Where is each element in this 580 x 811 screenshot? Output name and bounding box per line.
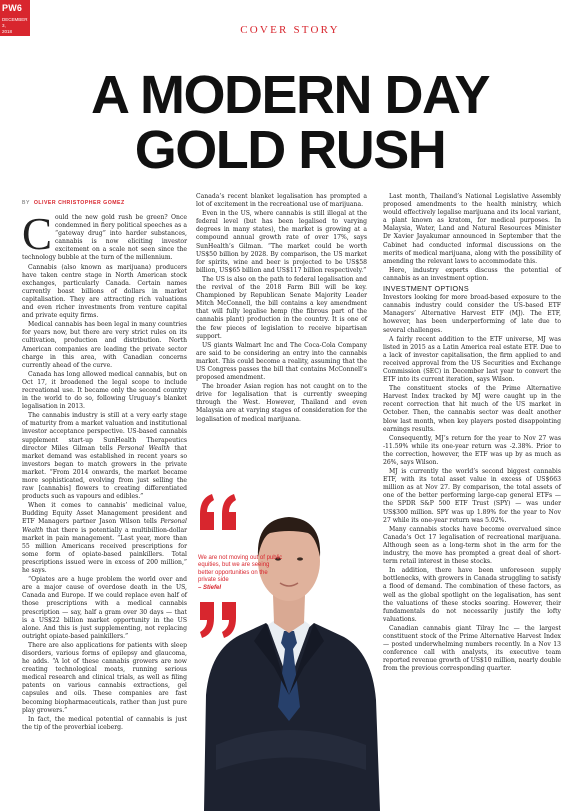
- issue-date-line2: 2018: [2, 29, 13, 34]
- article-paragraph: Medical cannabis has been legal in many countries for years now, but there are very strict rules on its cultivation, production and distribution. North American companies are leading the private sector charge in this area, with Canadian concerns currently ahead of the curve.: [22, 321, 187, 369]
- byline-author: OLIVER CHRISTOPHER GOMEZ: [33, 200, 125, 206]
- article-paragraph: Canada’s recent blanket legalisation has prompted a lot of excitement in the recreational use of marijuana.: [196, 193, 367, 209]
- article-paragraph: Consequently, MJ’s return for the year to Nov 27 was -11.59% while its one-year return was -2.38%. Prior to the correction, however, the ETF was up by as much as 26%, says Wilson.: [383, 434, 561, 466]
- article-paragraph: Last month, Thailand’s National Legislative Assembly proposed amendments to the health ministry, which would effectively legalise marijuana and its local variant, a plant known as kratom, for medical purposes. In Malaysia, Water, Land and Natural Resources Minister Dr Xavier Jayakumar announced in September that the Cabinet had conducted informal discussions on the merits of medical marijuana, along with the possibility of amending the relevant laws to accommodate this.: [383, 193, 561, 265]
- subheading: INVESTMENT OPTIONS: [383, 284, 469, 294]
- article-paragraph: “Opiates are a huge problem the world over and are a major cause of overdose death in the US, Canada and Europe. If we could replace even half of those prescriptions with a medical cannabis prescription — say, half a gram over 30 days — that is a US$22 billion market opportunity in the US alone. And this is just supplementing, not replacing outright opiate-based painkillers.”: [22, 576, 187, 640]
- headline-line1: A MODERN DAY: [90, 65, 490, 125]
- article-paragraph: In fact, the medical potential of cannabis is just the tip of the proverbial iceberg.: [22, 715, 187, 731]
- article-paragraph: When it comes to cannabis’ medicinal value, Budding Equity Asset Management president and ETF Managers partner Jason Wilson tells Personal Wealth that there is potentially a multibillion-dollar market in pain management. “Last year, more than 55 million Americans received prescriptions for some form of opiate-based painkillers. Total prescriptions issued were in excess of 200 million,” he says.: [22, 502, 187, 575]
- article-column-3: [383, 193, 561, 674]
- article-paragraph: Even in the US, where cannabis is still illegal at the federal level (but has been legalised to varying degrees in many states), the market is growing at a compound annual growth rate of over 17%, says SunHealth’s Gilman. “The market could be worth US$50 billion by 2028. By comparison, the US market for spirits, wine and beer is projected to be US$58 billion, US$65 billion and US$117 billion respectively.”: [196, 210, 367, 274]
- pull-quote-body: We are not moving out of public equities, but we are seeing better opportunities on the private side: [198, 555, 283, 584]
- issue-date-line1: DECEMBER 3,: [2, 17, 28, 28]
- pull-quote-text: [198, 555, 286, 592]
- article-paragraph: The cannabis industry is still at a very early stage of maturity from a market valuation and institutional investor acceptance perspective. US-based cannabis supplement start-up SunHealth Therapeutics director Miles Gilman tells Personal Wealth that market demand was established in recent years so investors began to match growers in the private market. “From 2014 onwards, the market became more sophisticated, evolving from just selling the raw [cannabis] flowers to creating differentiated products such as vapours and edibles.”: [22, 412, 187, 501]
- article-paragraph: Here, industry experts discuss the potential of cannabis as an investment option.: [383, 266, 561, 282]
- article-paragraph: The broader Asian region has not caught on to the drive for legalisation that is currently sweeping through the West. However, Thailand and even Malaysia are at varying stages of consideration for the legalisation of medical marijuana.: [196, 383, 367, 423]
- article-column-2: [196, 193, 367, 425]
- article-paragraph: Cannabis (also known as marijuana) producers have taken centre stage in North American stock exchanges, particularly Canada. Certain names currently boast billions of dollars in market capitalisation. They are attracting rich valuations and even richer investments from venture capital and private equity firms.: [22, 263, 187, 320]
- open-quote-icon: [198, 492, 240, 532]
- article-paragraph: There are also applications for patients with sleep disorders, various forms of epilepsy and glaucoma, he adds. “A lot of these cannabis growers are now creating technological moats, running serious medical research and clinical trials, as well as filing patents on various cannabis extractions, gel capsules and oils. These companies are fast becoming biopharmaceuticals, rather than just pure play growers.”: [22, 641, 187, 714]
- article-paragraph: US giants Walmart Inc and The Coca-Cola Company are said to be considering an entry into the cannabis market. This could become a reality, assuming that the US Congress passes the bill that contains McConnell’s proposed amendment.: [196, 341, 367, 382]
- headline: [0, 65, 580, 180]
- article-paragraph: Many cannabis stocks have become overvalued since Canada’s Oct 17 legalisation of recreational marijuana. Although seen as a long-term shot in the arm for the industry, the move has prompted a great deal of short-term retail interest in these stocks.: [383, 525, 561, 566]
- article-paragraph: Investors looking for more broad-based exposure to the cannabis industry could consider the US-based ETF Managers’ Alternative Harvest ETF (MJ). The ETF, however, has been underperforming of late due to several challenges.: [383, 294, 561, 334]
- article-paragraph: A fairly recent addition to the ETF universe, MJ was listed in 2015 as a Latin America real estate ETF. Due to a lack of investor capitalisation, the firm applied to and received approval from the US Securities and Exchange Commission (SEC) in December last year to convert the ETF into its current iteration, says Wilson.: [383, 335, 561, 384]
- article-paragraph: Could the new gold rush be green? Once condemned in fiery political speeches as a “gateway drug” into harder substances, cannabis is now eliciting investor excitement on a scale not seen since the technology bubble at the turn of the millennium.: [22, 209, 187, 262]
- article-paragraph: The US is also on the path to federal legalisation and the revival of the 2018 Farm Bill will be key. Championed by Republican Senate Majority Leader Mitch McConnell, the bill contains a key amendment that will fully legalise hemp (the fibrous part of the cannabis plant) production in the country. It is one of the few pieces of legislation to receive bipartisan support.: [196, 275, 367, 340]
- close-quote-icon: [198, 600, 240, 640]
- headline-line2: GOLD RUSH: [134, 120, 446, 180]
- article-paragraph: The constituent stocks of the Prime Alternative Harvest Index tracked by MJ were caught up in the recent correction that hit much of the US market in October. Then, the cannabis sector was dealt another blow last month, when key players posted disappointing earnings results.: [383, 385, 561, 433]
- article-paragraph: In addition, there have been unforeseen supply bottlenecks, with growers in Canada struggling to satisfy a flood of demand. The combination of these factors, as well as the global spotlight on the legalisation, has sent the valuations of these stocks soaring. However, their fundamentals do not necessarily justify the lofty valuations.: [383, 567, 561, 623]
- drop-cap: C: [22, 209, 53, 259]
- byline: [22, 200, 125, 206]
- article-paragraph: Canada has long allowed medical cannabis, but on Oct 17, it broadened the legal scope to include recreational use. It became only the second country in the world to do so, following Uruguay’s blanket legalisation in 2013.: [22, 370, 187, 411]
- byline-prefix: BY: [22, 200, 30, 206]
- pull-quote-attribution: – Stiefel: [198, 584, 222, 591]
- article-paragraph: MJ is currently the world’s second biggest cannabis ETF, with its total asset value in excess of US$663 million as at Nov 27. By comparison, the total assets of one of the better performing large-cap general ETFs — the SPDR S&P 500 ETF Trust (SPY) — was under US$300 million. SPY was up 1.89% for the year to Nov 27 while its one-year return was 5.02%.: [383, 468, 561, 524]
- section-label: COVER STORY: [240, 24, 340, 36]
- article-paragraph: Canadian cannabis giant Tilray Inc — the largest constituent stock of the Prime Alternative Harvest Index — posted underwhelming numbers recently. In a Nov 13 conference call with analysts, its executive team reported revenue growth of US$10 million, nearly double from the previous corresponding quarter.: [383, 624, 562, 673]
- page-number: PW6: [2, 3, 23, 13]
- article-column-1: [22, 209, 187, 733]
